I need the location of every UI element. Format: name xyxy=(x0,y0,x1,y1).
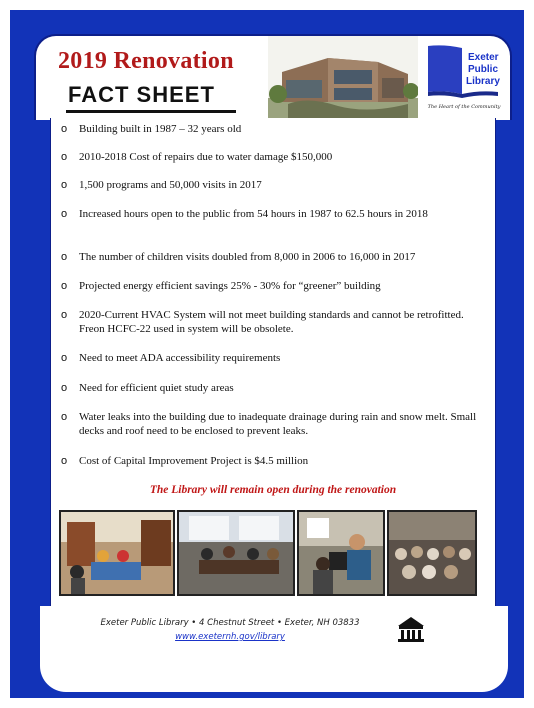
logo-text-library: Library xyxy=(466,76,500,87)
photo-children-play-area xyxy=(59,510,175,596)
footer-address: Exeter Public Library • 4 Chestnut Street • Exeter, NH 03833 xyxy=(100,618,360,628)
logo-text-exeter: Exeter xyxy=(468,52,499,63)
bullet-icon: o xyxy=(61,280,68,292)
fact-item: o 1,500 programs and 50,000 visits in 2017 xyxy=(61,179,262,191)
bullet-icon: o xyxy=(61,455,68,467)
facts-panel xyxy=(50,118,496,503)
title-underline xyxy=(66,110,236,113)
bullet-icon: o xyxy=(61,251,68,263)
library-logo xyxy=(424,42,504,114)
bullet-icon: o xyxy=(61,309,68,321)
fact-item: o Projected energy efficient savings 25% - 30% for “greener” building xyxy=(61,280,381,292)
fact-item: o Water leaks into the building due to inadequate drainage during rain and snow melt. Small decks and roof need to be enclosed to prevent leaks. xyxy=(61,411,477,437)
title-renovation: 2019 Renovation xyxy=(58,48,234,74)
fact-item: o Need for efficient quiet study areas xyxy=(61,382,234,394)
header-card xyxy=(34,34,512,120)
bullet-icon: o xyxy=(61,208,68,220)
building-photo xyxy=(268,36,418,120)
bullet-icon: o xyxy=(61,123,68,135)
fact-item: o The number of children visits doubled from 8,000 in 2006 to 16,000 in 2017 xyxy=(61,251,416,263)
title-fact-sheet: FACT SHEET xyxy=(68,82,215,107)
fact-item: o Cost of Capital Improvement Project is $4.5 million xyxy=(61,455,309,467)
photo-audience xyxy=(387,510,477,596)
fact-item: o Need to meet ADA accessibility requirements xyxy=(61,352,281,364)
bullet-icon: o xyxy=(61,179,68,191)
photo-computer-help xyxy=(297,510,385,596)
bullet-icon: o xyxy=(61,382,68,394)
fact-item: o Increased hours open to the public from 54 hours in 1987 to 62.5 hours in 2018 xyxy=(61,208,428,220)
library-building-icon xyxy=(396,614,426,644)
photo-meeting-room xyxy=(177,510,295,596)
bullet-icon: o xyxy=(61,352,68,364)
footer-card xyxy=(40,606,508,692)
footer-website-link[interactable]: www.exeternh.gov/library xyxy=(175,632,285,642)
logo-text-public: Public xyxy=(468,64,499,75)
fact-item: o 2010-2018 Cost of repairs due to water damage $150,000 xyxy=(61,151,333,163)
fact-item: o 2020-Current HVAC System will not meet building standards and cannot be retrofitted. Freon HCFC-22 used in system will be obsolete. xyxy=(61,309,464,335)
fact-item: o Building built in 1987 – 32 years old xyxy=(61,123,242,135)
bullet-icon: o xyxy=(61,411,68,423)
logo-tagline: The Heart of the Community xyxy=(427,104,501,110)
photo-strip xyxy=(50,502,496,606)
bullet-icon: o xyxy=(61,151,68,163)
renovation-notice: The Library will remain open during the renovation xyxy=(149,484,397,496)
